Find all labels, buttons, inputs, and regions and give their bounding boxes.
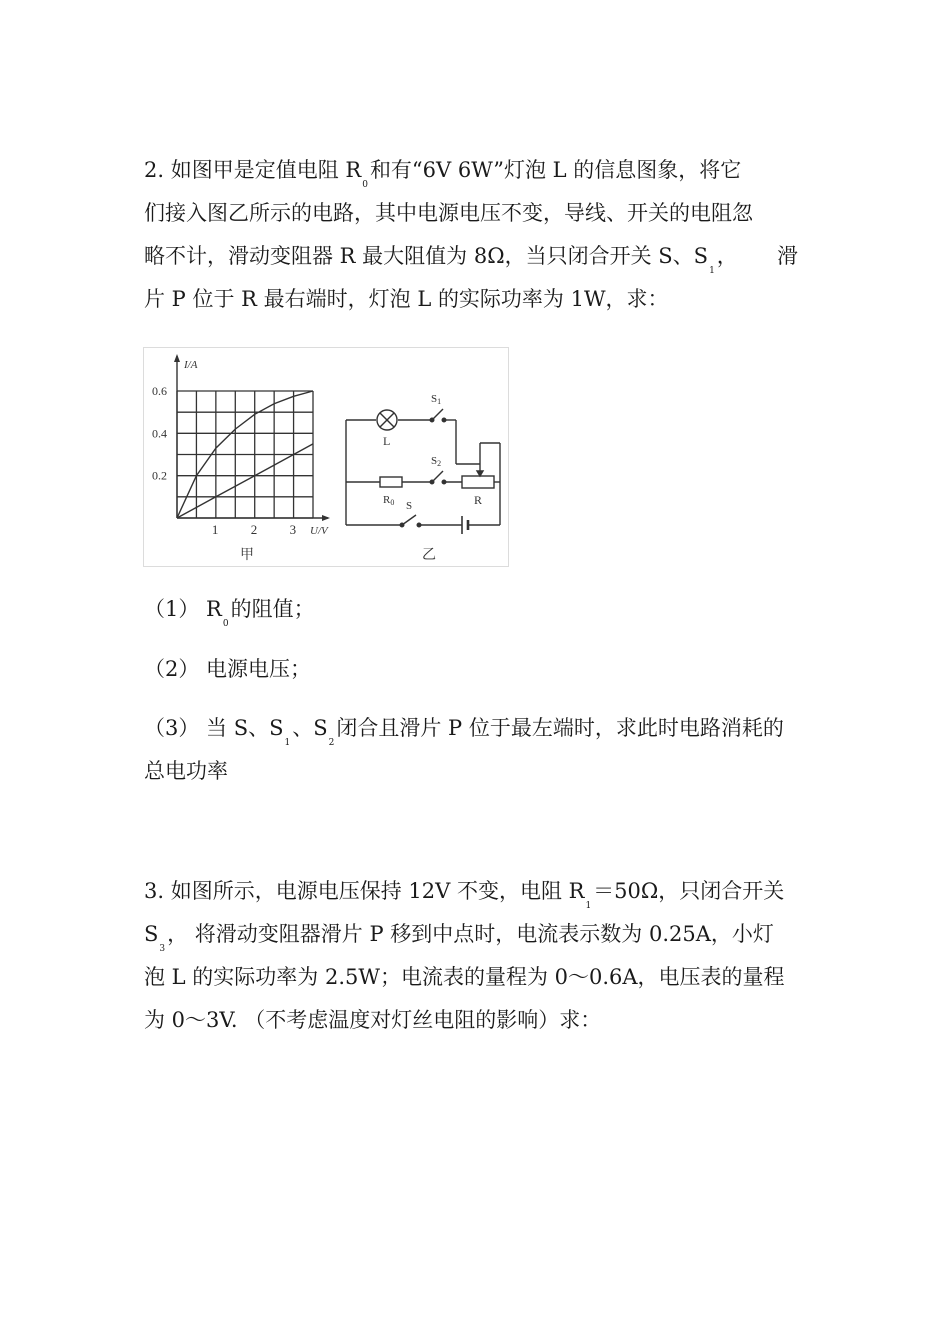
lamp-label: L [383,434,391,448]
subscript: 0 [222,619,229,629]
figure-svg [144,348,508,566]
switch-s1-blade [432,409,443,420]
rheostat-label: R [474,493,483,507]
q3-line-2: $S_3$， 将滑动变阻器滑片 P 移到中点时，电流表示数为 0.25A，小灯 [144,922,774,954]
x-axis-label: U/V [310,525,328,537]
switch-s-blade [402,515,416,525]
y-tick-label: 0.6 [152,384,167,398]
circuit-yi [346,409,500,534]
s2-label: S2 [431,455,442,468]
q2-line-1: 2. 如图甲是定值电阻 $R_0$和有“6V 6W”灯泡 L 的信息图象，将它 [144,158,742,190]
y-axis-arrow [174,354,180,362]
q2-part-2: （2） 电源电压； [144,657,312,681]
graph-jia [152,354,330,563]
y-axis-label: I/A [184,359,198,371]
circuit-caption: 乙 [422,548,436,563]
q2-line-3: 略不计，滑动变阻器 R 最大阻值为 8Ω，当只闭合开关 S、$S_1$， [144,244,738,276]
subscript: 0 [362,180,368,190]
graph-caption: 甲 [240,548,254,563]
x-tick-label: 1 [211,522,219,537]
y-tick-label: 0.4 [152,426,167,441]
r0-label: R0 [383,494,395,507]
x-tick-label: 2 [250,522,258,537]
resistor-r0-icon [380,477,402,487]
q2-line-4: 片 P 位于 R 最右端时，灯泡 L 的实际功率为 1W，求： [144,287,669,311]
q2-line-3-end: 滑 [777,244,798,268]
switch-s2-blade [432,471,443,482]
subscript: 1 [284,738,291,748]
x-tick-label: 3 [289,522,297,537]
q3-line-3: 泡 L 的实际功率为 2.5W；电流表的量程为 0～0.6A，电压表的量程 [144,965,785,989]
figure-graph-and-circuit [143,347,509,567]
q3-line-4: 为 0～3V. （不考虑温度对灯丝电阻的影响）求： [144,1008,602,1032]
subscript: 2 [328,738,335,748]
s-label: S [406,500,413,512]
subscript: 3 [159,944,166,954]
s1-label: S1 [431,393,442,406]
subscript: 1 [585,901,592,911]
q3-line-1: 3. 如图所示，电源电压保持 12V 不变，电阻 $R_1=50\Omega$，只闭合开关 [144,879,785,911]
x-axis-arrow [322,515,330,521]
q2-line-2: 们接入图乙所示的电路，其中电源电压不变，导线、开关的电阻忽 [144,201,753,225]
rheostat-slider-arrow [477,471,483,476]
subscript: 1 [709,266,715,276]
rheostat-r-icon [462,476,494,488]
q2-part-1: （1） $R_0$的阻值； [144,597,315,629]
q2-part-3-cont: 总电功率 [144,759,228,783]
y-tick-label: 0.2 [152,468,167,483]
q2-part-3: （3） 当 S、$S_1$、$S_2$闭合且滑片 P 位于最左端时，求此时电路消耗的 [144,716,784,748]
